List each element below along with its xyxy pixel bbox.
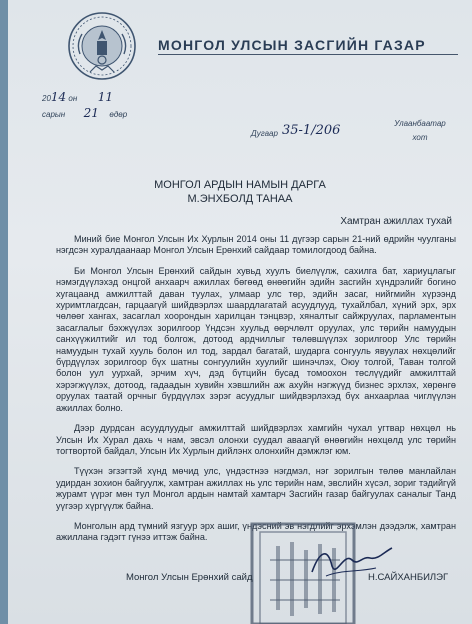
- date-block: [42, 90, 162, 120]
- paragraph-1: Миний бие Монгол Улсын Их Хурлын 2014 оны 11 дүгээр сарын 21-ний өдрийн чуулганы нэгдсэн хуралдаанаар Монгол Улсын Ерөнхий сайдаар томилогдоод байна.: [56, 234, 456, 256]
- city-block: [390, 117, 450, 145]
- addressee-name: М.ЭНХБОЛД ТАНАА: [187, 193, 293, 205]
- paragraph-4: Түүхэн эгзэгтэй хүнд мөчид улс, үндэстнээ нэгдмэл, нэг зорилгын төлөө манлайлан удирдан зохион байгуулж, хамтран ажиллах нь улс төрийн нам, эвслийн хүсэл, зориг тэдийгүй журамт үүрэг мөн тул Монгол ардын намтай хамтарч Засгийн газар байгуулах саналыг Танд уүгээр хүргүүлж байна.: [56, 466, 456, 511]
- paragraph-3: Дээр дурдсан асуудлуудыг амжилттай шийдвэрлэх хамгийн чухал угтвар нөхцөл нь Улсын Их Хурал дахь ч нам, эвсэл олонхи суудал аваагүй өнөөгийн нөхцөлд улс төрийн тогтвортой байдал, Улсын Их Хурлын дийлэнх олонхийн дэмжлэг юм.: [56, 423, 456, 456]
- date-month-handwritten: 11: [97, 90, 114, 104]
- city-name: Улаанбаатар: [394, 119, 446, 128]
- header-divider: [158, 54, 458, 55]
- government-title: МОНГОЛ УЛСЫН ЗАСГИЙН ГАЗАР: [158, 37, 426, 53]
- state-emblem-icon: [66, 10, 138, 82]
- signatory-name: Н.САЙХАНБИЛЭГ: [368, 572, 449, 583]
- number-label: Дугаар: [251, 129, 278, 138]
- date-day-label: өдөр: [109, 110, 128, 119]
- addressee: [8, 178, 472, 206]
- date-month-label: сарын: [42, 110, 66, 119]
- date-year-prefix: 20: [42, 94, 51, 103]
- date-year-suffix: он: [68, 94, 78, 103]
- addressee-title: МОНГОЛ АРДЫН НАМЫН ДАРГА: [154, 179, 326, 191]
- letter-page: [8, 0, 472, 624]
- date-day-handwritten: 21: [83, 106, 99, 120]
- letter-body: [56, 234, 456, 553]
- date-year-handwritten: 14: [50, 90, 67, 104]
- paragraph-5: Монголын ард түмний язгуур эрх ашиг, үндэсний эв нэгдлийг эрхэмлэн дээдэлж, хамтран ажиллана гэдэгт гүнээ иттэж байна.: [56, 520, 456, 543]
- document-number: 35-1/206: [282, 123, 341, 138]
- paragraph-2: Би Монгол Улсын Ерөнхий сайдын хувьд хуулъ биелүүлж, сахилга бат, хариуцлагыг нэмэгдүүлэхэд онцгой анхаарч ажиллах бөгөөд өнөөгийн эдийн засгийн хүндрэлийг богино хугацаанд амжилттай даван туулах, улмаар улс төр, эдийн засаг, нийгмийн хүрээнд хуримтлагдсан, гарцаагүй шийдвэрлэх шаардлагатай асуудлууд, тухайлбал, хүний эрх, эрх чөлөөг хангах, засаглал хоорондын харилцан тэнцвэр, хяналтыг сайжруулах, парламентын засаглалыг бэхжүүлэх зорилгоор Үндсэн хуульд өөрчлөлт оруулах, улс төрийн намуудын санхүүжилтийг ил тод болгож, дотоод ардчиллыг төлөвшүүлэх зорилгоор Улс төрийн намуудын тухай хууль болон ил тод, зардал багатай, шударга сонгууль явуулах нөхцөлийг бүрдүүлэх зорилгоор бүх шатны сонгуулийн хуулийг шинэчлэх, Оюу толгой, Таван толгой болон уул уурхай, эрчим хүч, дэд бүтцийн бусад томоохон төслүүдийг амжилттай хэрэгжүүлэх, дотоод, гадаадын хувийн хэвшлийн аж ахуйн нэгжүүд бизнес эрхлэх, хөрөнгө оруулах таатай орчныг бүрдүүлэх зэрэг асуудлыг шийдвэрлэхэд бүх анхаарлаа чиглүүлэн ажиллах болно.: [56, 265, 456, 413]
- city-suffix: хот: [412, 133, 428, 142]
- letter-subject: Хамтран ажиллах тухай: [340, 216, 452, 227]
- signatory-position: Монгол Улсын Ерөнхий сайд: [126, 572, 253, 583]
